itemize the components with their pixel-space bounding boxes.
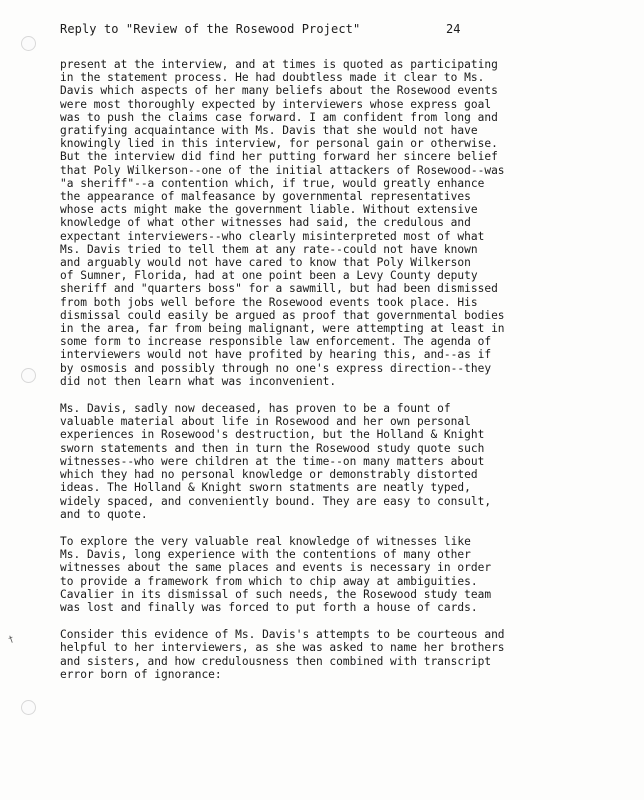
text-line: of Sumner, Florida, had at one point been a Levy County deputy: [60, 269, 478, 283]
text-line: expectant interviewers--who clearly misinterpreted most of what: [60, 229, 485, 243]
text-line: interviewers would not have profited by hearing this, and--as if: [60, 348, 492, 362]
punch-hole: [21, 36, 36, 51]
text-line: ideas. The Holland & Knight sworn statments are neatly typed,: [60, 481, 471, 495]
text-line: gratifying acquaintance with Ms. Davis that she would not have: [60, 124, 478, 138]
text-line: "a sheriff"--a contention which, if true, would greatly enhance: [60, 176, 485, 190]
text-line: Ms. Davis tried to tell them at any rate--could not have known: [60, 242, 478, 256]
text-line: in the area, far from being malignant, were attempting at least in: [60, 322, 505, 336]
text-line: the appearance of malfeasance by governmental representatives: [60, 190, 471, 204]
text-line: Davis which aspects of her many beliefs about the Rosewood events: [60, 84, 498, 98]
text-line: by osmosis and possibly through no one's express direction--they: [60, 361, 492, 375]
text-line: did not then learn what was inconvenient.: [60, 374, 337, 388]
text-line: But the interview did find her putting forward her sincere belief: [60, 150, 498, 164]
body-paragraph: [60, 628, 620, 681]
text-line: in the statement process. He had doubtless made it clear to Ms.: [60, 71, 485, 85]
text-line: Cavalier in its dismissal of such needs, the Rosewood study team: [60, 587, 492, 601]
text-line: Ms. Davis, sadly now deceased, has proven to be a fount of: [60, 402, 451, 416]
body-paragraph: [60, 58, 620, 388]
text-line: to provide a framework from which to chip away at ambiguities.: [60, 574, 478, 588]
text-line: that Poly Wilkerson--one of the initial attackers of Rosewood--was: [60, 163, 505, 177]
text-line: sheriff and "quarters boss" for a sawmill, but had been dismissed: [60, 282, 498, 296]
text-line: from both jobs well before the Rosewood events took place. His: [60, 295, 478, 309]
text-line: experiences in Rosewood's destruction, but the Holland & Knight: [60, 428, 485, 442]
text-line: witnesses about the same places and events is necessary in order: [60, 561, 492, 575]
text-line: present at the interview, and at times is quoted as participating: [60, 58, 498, 71]
text-line: error born of ignorance:: [60, 667, 222, 681]
text-line: was lost and finally was forced to put forth a house of cards.: [60, 600, 478, 614]
text-line: Consider this evidence of Ms. Davis's attempts to be courteous and: [60, 628, 505, 642]
document-body: [60, 58, 620, 695]
text-line: was to push the claims case forward. I am confident from long and: [60, 110, 498, 124]
text-line: knowledge of what other witnesses had said, the credulous and: [60, 216, 471, 230]
punch-hole: [21, 368, 36, 383]
text-line: some form to increase responsible law enforcement. The agenda of: [60, 335, 492, 349]
text-line: and arguably would not have cared to know that Poly Wilkerson: [60, 256, 471, 270]
text-line: To explore the very valuable real knowledge of witnesses like: [60, 534, 471, 548]
body-paragraph: [60, 535, 620, 614]
text-line: were most thoroughly expected by interviewers whose express goal: [60, 97, 492, 111]
text-line: Ms. Davis, long experience with the contentions of many other: [60, 548, 471, 562]
text-line: helpful to her interviewers, as she was asked to name her brothers: [60, 641, 505, 655]
body-paragraph: [60, 402, 620, 521]
text-line: valuable material about life in Rosewood and her own personal: [60, 415, 471, 429]
running-header: Reply to "Review of the Rosewood Project": [60, 22, 361, 36]
text-line: and to quote.: [60, 507, 148, 521]
text-line: which they had no personal knowledge or demonstrably distorted: [60, 468, 478, 482]
text-line: widely spaced, and conveniently bound. They are easy to consult,: [60, 494, 492, 508]
text-line: whose acts might make the government liable. Without extensive: [60, 203, 478, 217]
text-line: and sisters, and how credulousness then combined with transcript: [60, 654, 492, 668]
text-line: knowingly lied in this interview, for personal gain or otherwise.: [60, 137, 498, 151]
text-line: sworn statements and then in turn the Rosewood study quote such: [60, 441, 485, 455]
punch-hole: [21, 700, 36, 715]
text-line: witnesses--who were children at the time--on many matters about: [60, 454, 485, 468]
margin-scribble: †: [7, 634, 16, 646]
text-line: dismissal could easily be argued as proof that governmental bodies: [60, 308, 505, 322]
page-number: 24: [446, 22, 461, 36]
